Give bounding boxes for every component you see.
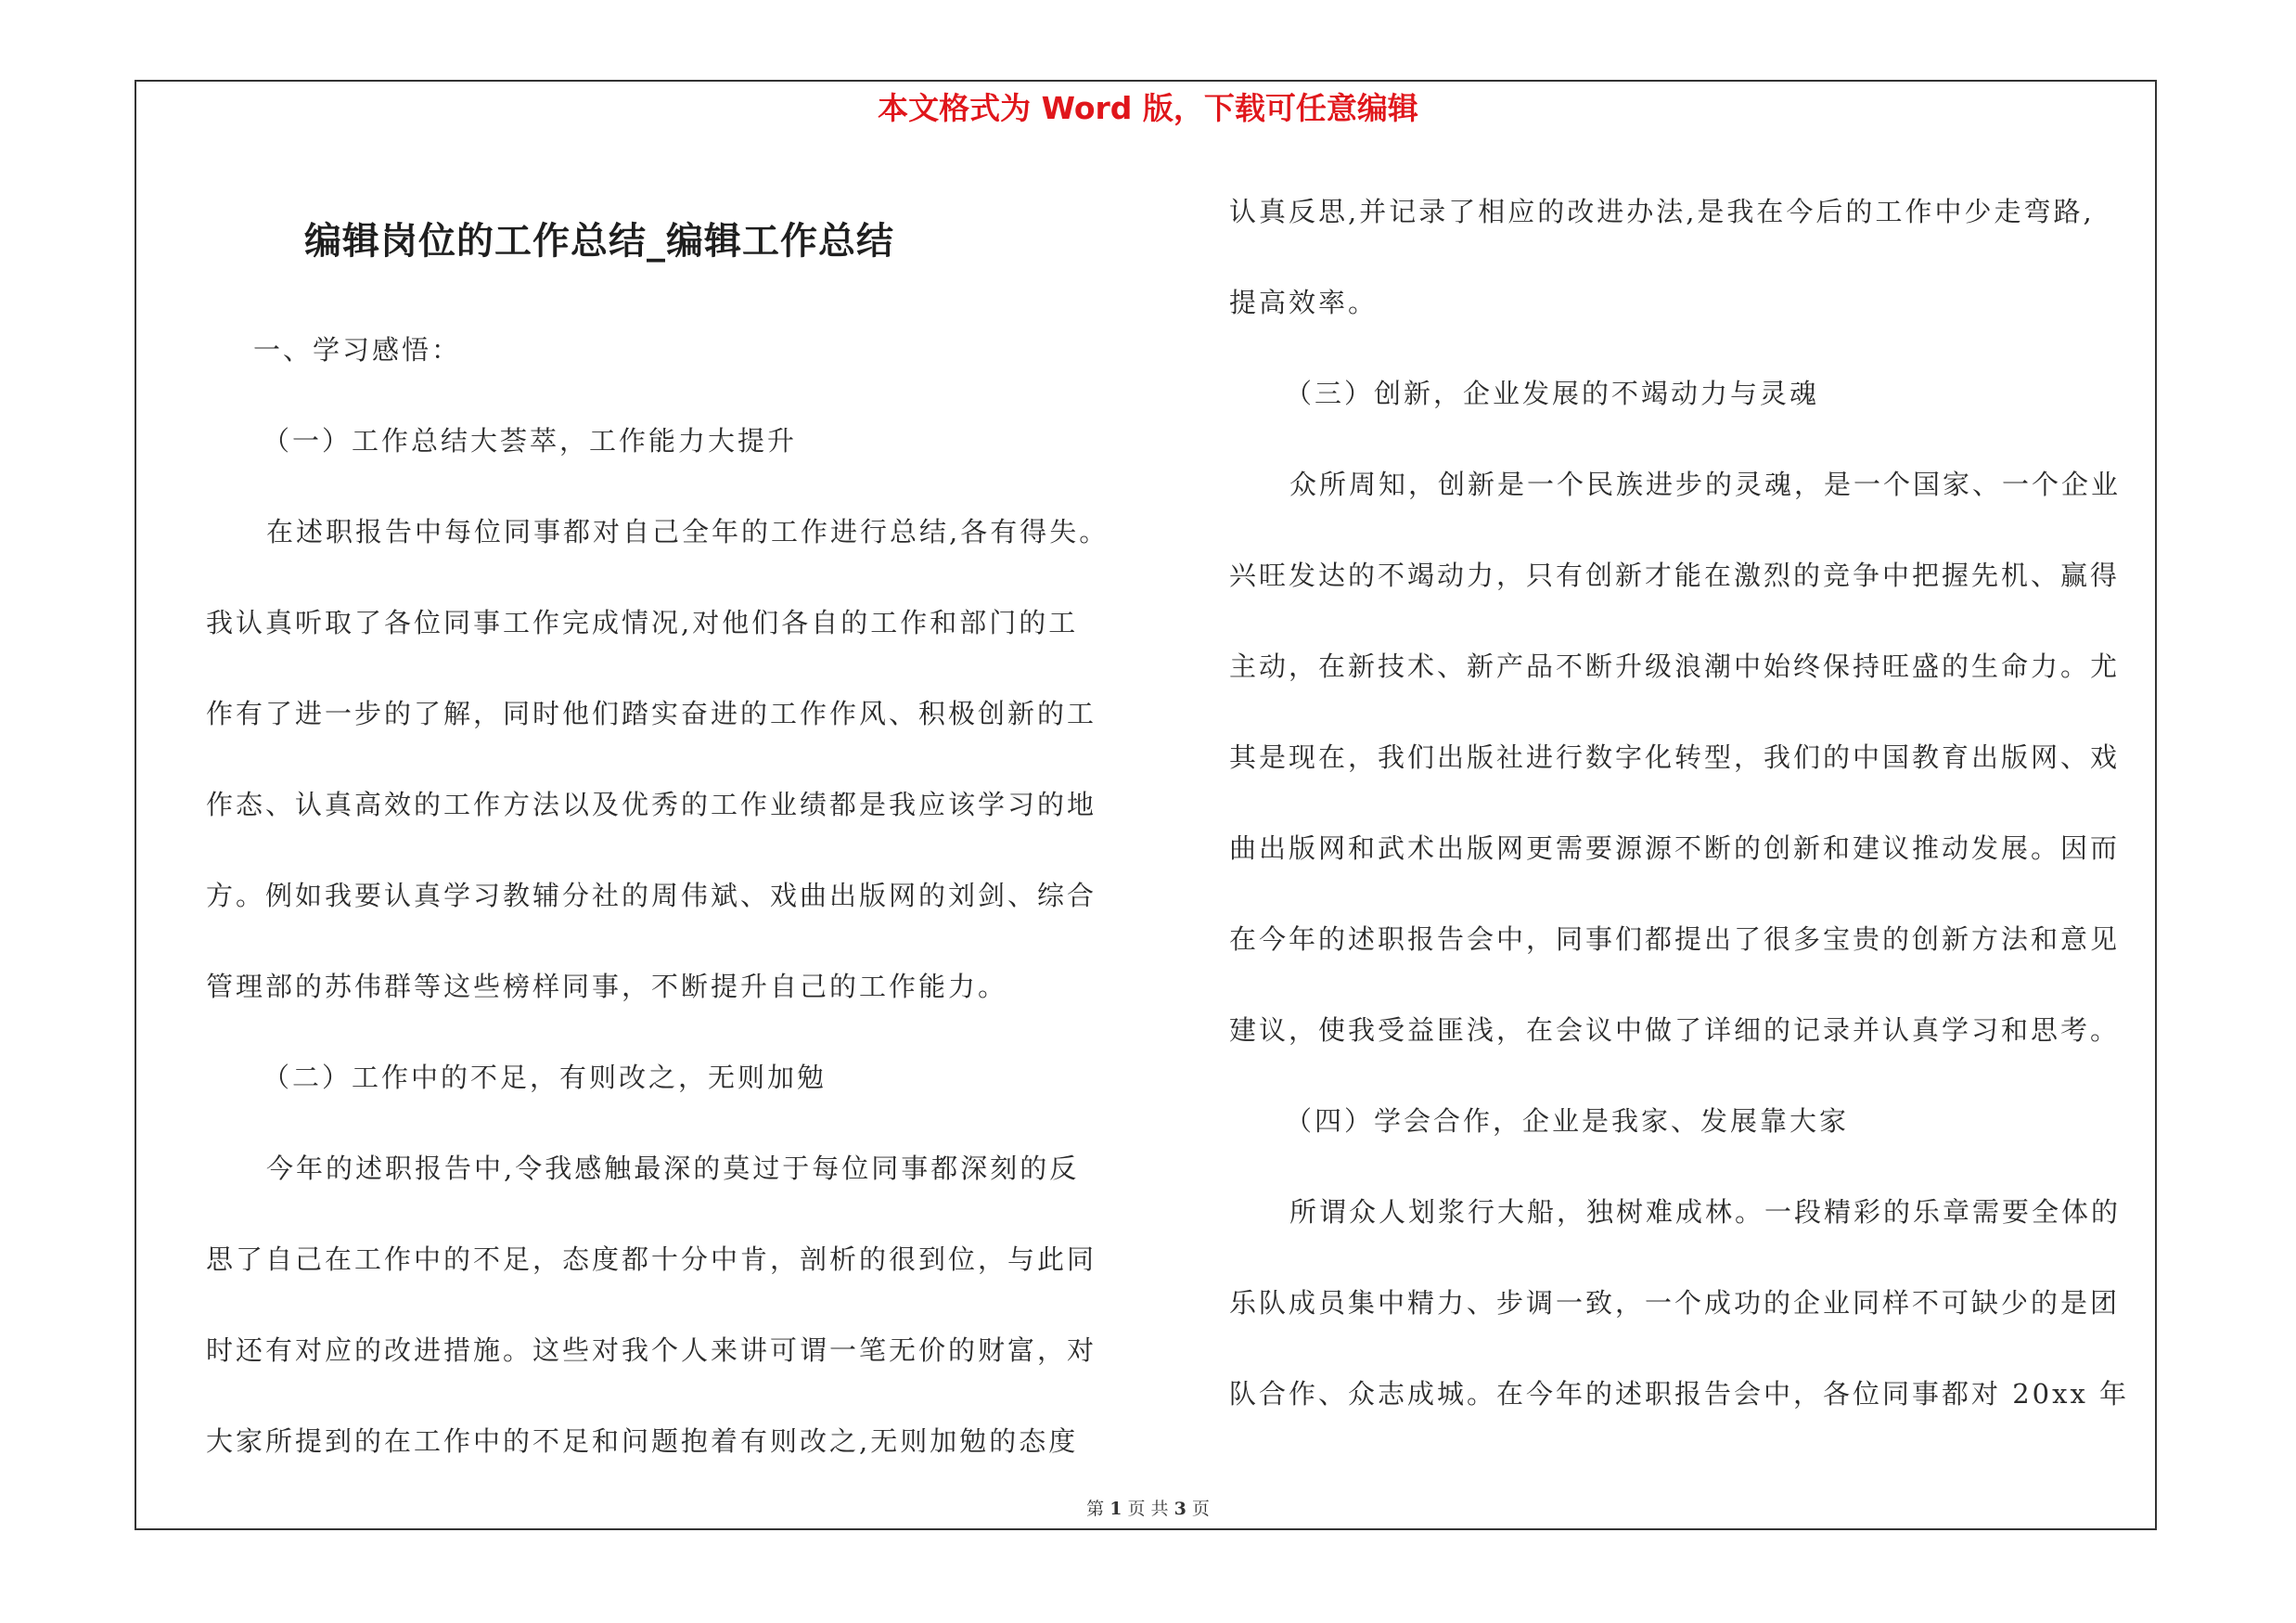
- paragraph-line: 兴旺发达的不竭动力，只有创新才能在激烈的竞争中把握先机、赢得: [1229, 560, 2121, 591]
- paragraph-line: 今年的述职报告中,令我感触最深的莫过于每位同事都深刻的反: [266, 1153, 1080, 1184]
- paragraph-line: 提高效率。: [1229, 287, 1379, 318]
- paragraph-line: 曲出版网和武术出版网更需要源源不断的创新和建议推动发展。因而: [1229, 832, 2121, 864]
- footer-suffix: 页: [1191, 1499, 1210, 1519]
- current-page-number: 1: [1110, 1499, 1122, 1519]
- paragraph-line: 其是现在，我们出版社进行数字化转型，我们的中国教育出版网、戏: [1229, 741, 2121, 773]
- document-title: 编辑岗位的工作总结_编辑工作总结: [304, 219, 894, 263]
- footer-middle: 页 共: [1127, 1499, 1169, 1519]
- subsection-heading: （二）工作中的不足，有则改之，无则加勉: [263, 1062, 827, 1093]
- paragraph-line: 时还有对应的改进措施。这些对我个人来讲可谓一笔无价的财富，对: [206, 1334, 1097, 1366]
- section-heading: 一、学习感悟：: [253, 334, 462, 366]
- subsection-heading: （三）创新，企业发展的不竭动力与灵魂: [1285, 378, 1820, 409]
- paragraph-line: 所谓众人划浆行大船，独树难成林。一段精彩的乐章需要全体的: [1289, 1196, 2122, 1228]
- paragraph-line: 乐队成员集中精力、步调一致，一个成功的企业同样不可缺少的是团: [1229, 1287, 2121, 1319]
- paragraph-line: 作态、认真高效的工作方法以及优秀的工作业绩都是我应该学习的地: [206, 789, 1097, 820]
- paragraph-line: 在今年的述职报告会中，同事们都提出了很多宝贵的创新方法和意见: [1229, 923, 2121, 955]
- paragraph-line: 队合作、众志成城。在今年的述职报告会中，各位同事都对 20xx 年: [1229, 1378, 2130, 1410]
- paragraph-line: 我认真听取了各位同事工作完成情况,对他们各自的工作和部门的工: [206, 607, 1079, 638]
- footer-prefix: 第: [1086, 1499, 1105, 1519]
- paragraph-line: 方。例如我要认真学习教辅分社的周伟斌、戏曲出版网的刘剑、综合: [206, 880, 1097, 911]
- paragraph-line: 思了自己在工作中的不足，态度都十分中肯，剖析的很到位，与此同: [206, 1243, 1097, 1275]
- subsection-heading: （一）工作总结大荟萃，工作能力大提升: [263, 425, 798, 457]
- paragraph-line: 大家所提到的在工作中的不足和问题抱着有则改之,无则加勉的态度: [206, 1425, 1079, 1457]
- page-footer: [0, 1495, 2296, 1520]
- total-page-number: 3: [1174, 1499, 1186, 1519]
- paragraph-line: 认真反思,并记录了相应的改进办法,是我在今后的工作中少走弯路,: [1229, 196, 2095, 227]
- paragraph-line: 管理部的苏伟群等这些榜样同事，不断提升自己的工作能力。: [206, 971, 1008, 1002]
- paragraph-line: 作有了进一步的了解，同时他们踏实奋进的工作作风、积极创新的工: [206, 698, 1097, 729]
- paragraph-line: 建议，使我受益匪浅，在会议中做了详细的记录并认真学习和思考。: [1229, 1014, 2121, 1046]
- subsection-heading: （四）学会合作，企业是我家、发展靠大家: [1285, 1105, 1850, 1137]
- paragraph-line: 众所周知，创新是一个民族进步的灵魂，是一个国家、一个企业: [1289, 469, 2122, 500]
- paragraph-line: 在述职报告中每位同事都对自己全年的工作进行总结,各有得失。: [266, 516, 1110, 547]
- format-banner: 本文格式为 Word 版，下载可任意编辑: [878, 90, 1418, 126]
- paragraph-line: 主动，在新技术、新产品不断升级浪潮中始终保持旺盛的生命力。尤: [1229, 650, 2121, 682]
